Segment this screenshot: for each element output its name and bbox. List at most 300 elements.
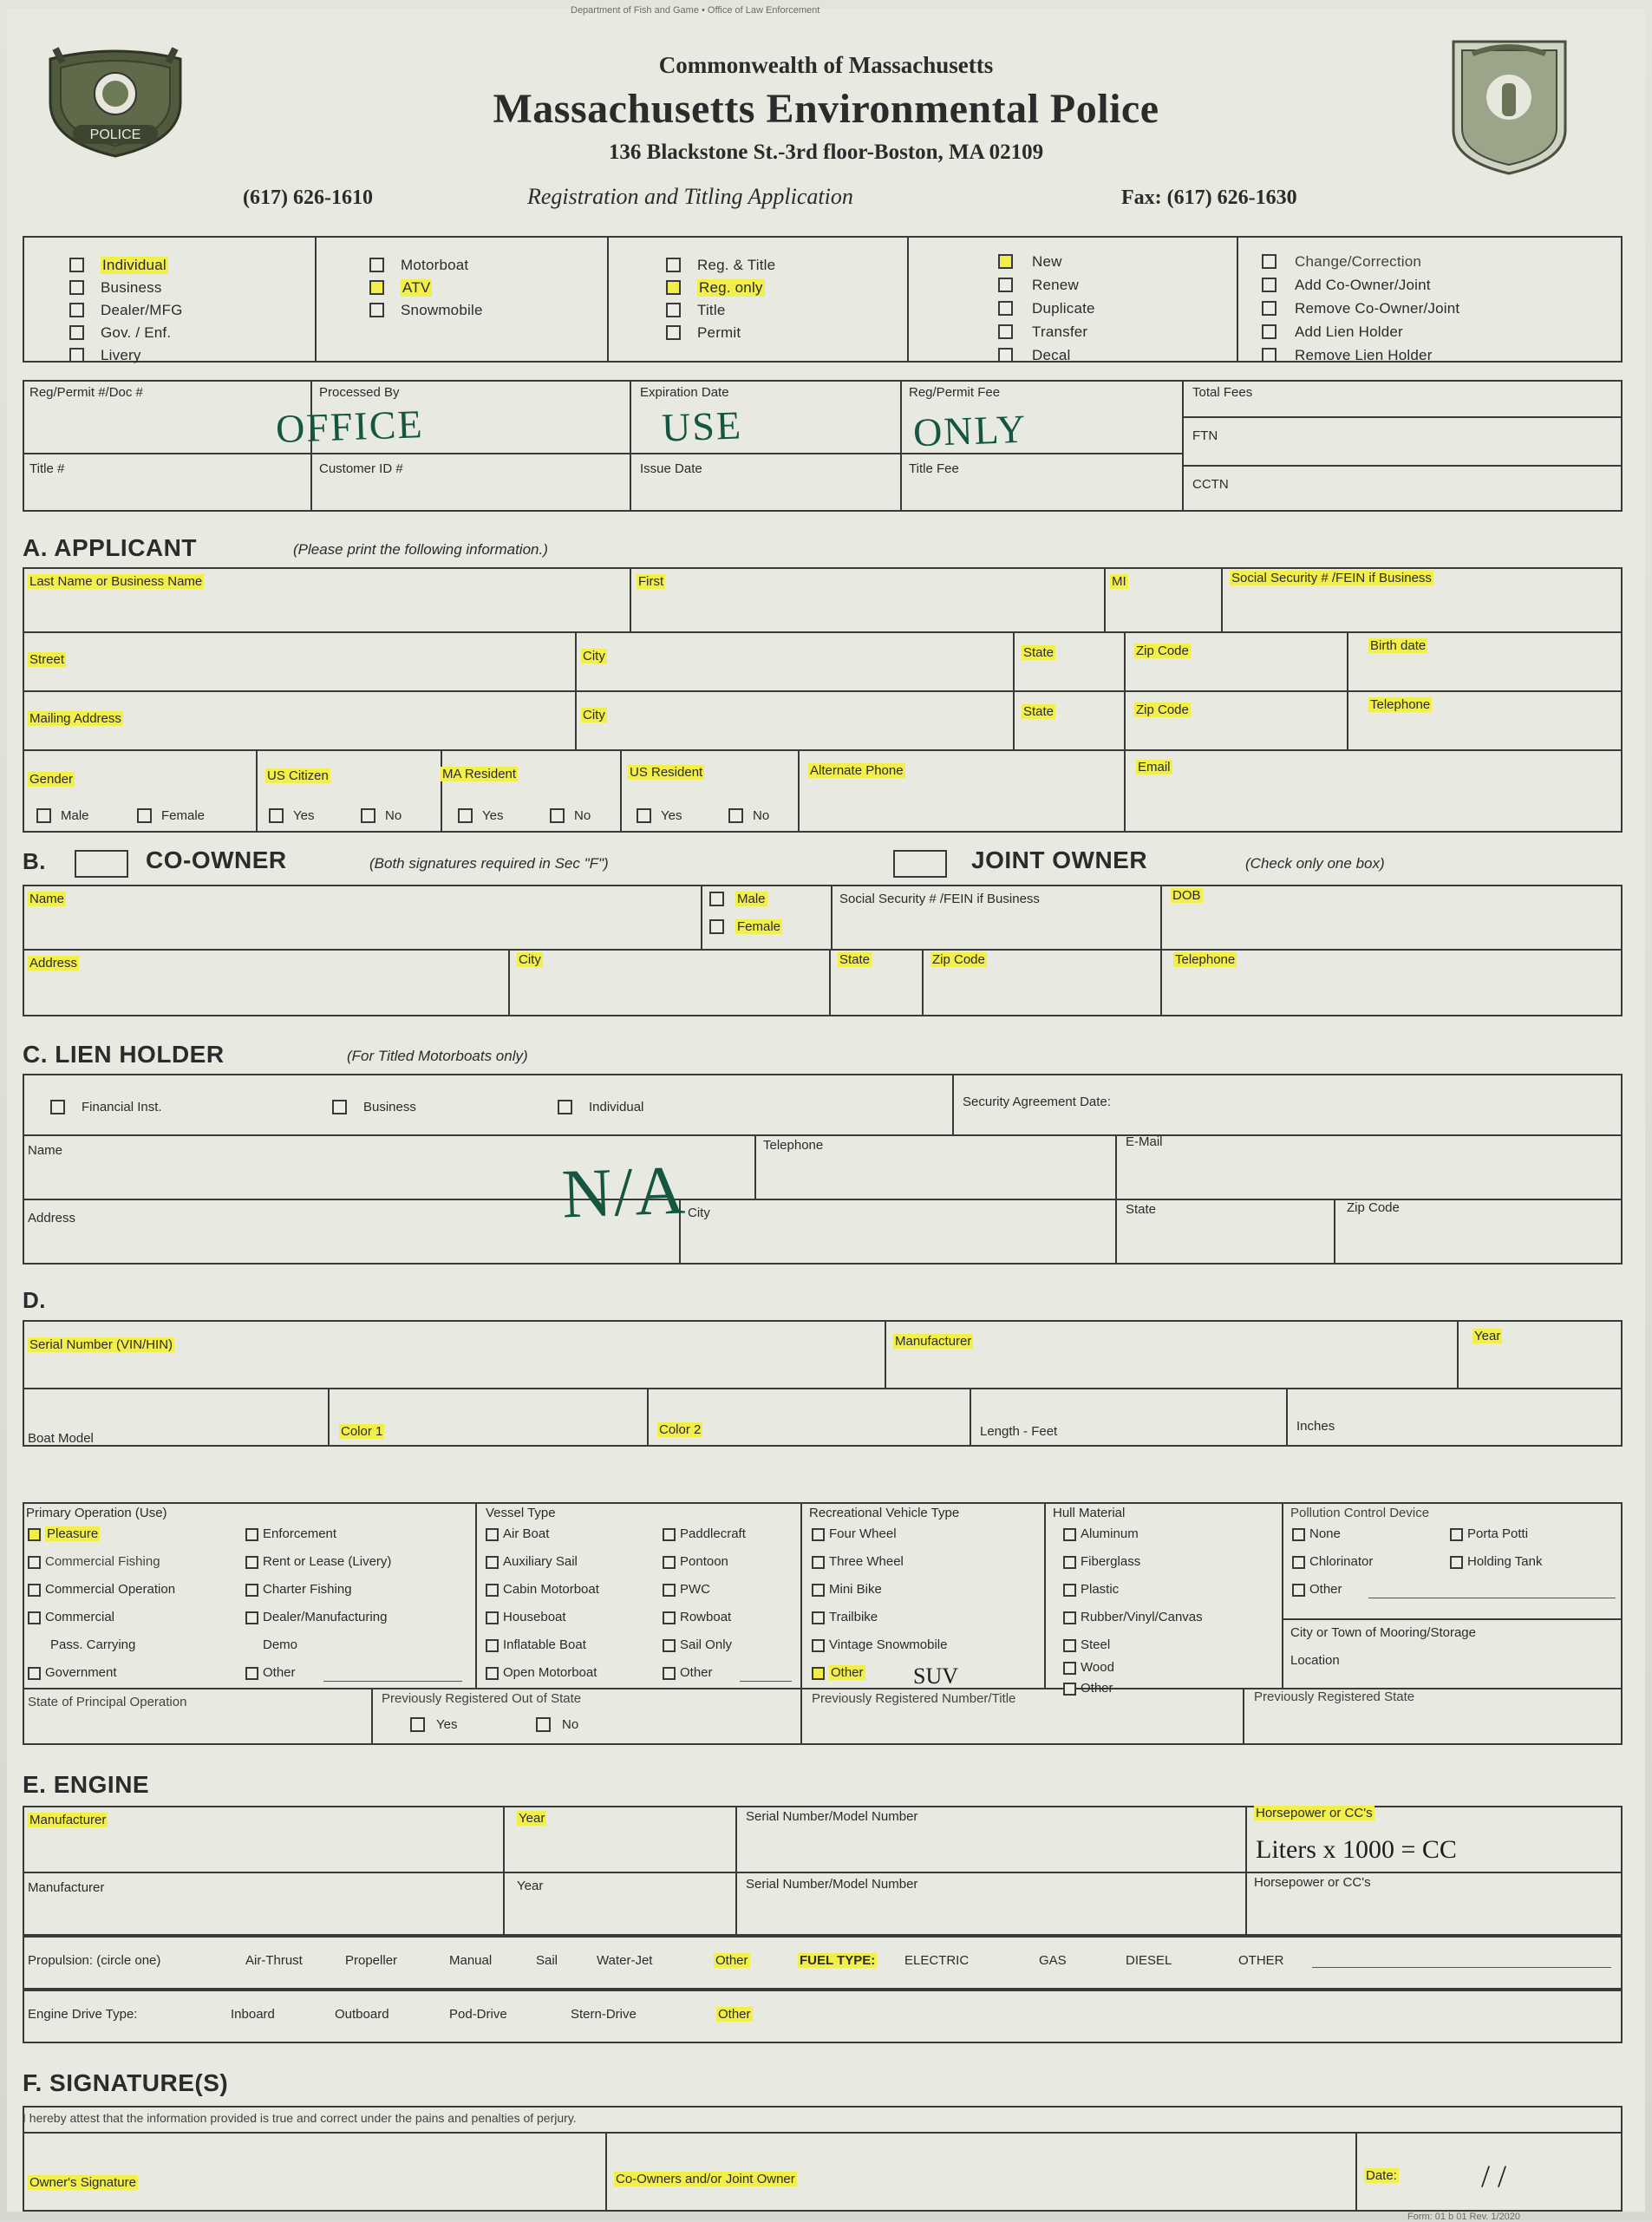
divider [23,631,1623,633]
divider [1355,2132,1357,2212]
divider [1347,631,1348,749]
checkbox-pollution-other[interactable] [1292,1584,1305,1597]
label-prev-registered-out-of-state: Previously Registered Out of State [382,1691,582,1706]
divider [371,1688,373,1745]
label-us-resident-no: No [753,808,770,823]
checkbox-plastic[interactable] [1063,1584,1076,1597]
label-rubber-vinyl-canvas: Rubber/Vinyl/Canvas [1081,1610,1203,1624]
label-prev-registered-number: Previously Registered Number/Title [812,1691,1016,1706]
label-co-owner-city: City [519,952,541,967]
paper-sheet [7,5,1645,2222]
divider [1282,1618,1623,1620]
label-pontoon: Pontoon [680,1554,728,1569]
checkbox-air-boat[interactable] [486,1528,499,1541]
checkbox-pwc[interactable] [663,1584,676,1597]
label-pwc: PWC [680,1582,710,1597]
label-lien-individual: Individual [589,1100,644,1114]
label-us-citizen-no: No [385,808,402,823]
checkbox-pontoon[interactable] [663,1556,676,1569]
label-co-owner-zip: Zip Code [932,952,985,967]
checkbox-prev-reg-no[interactable] [536,1717,551,1732]
label-state-2: State [1023,704,1055,719]
divider [23,949,1623,951]
header-subtitle: Registration and Titling Application [527,184,853,209]
label-color-2: Color 2 [659,1422,702,1437]
label-co-owner-signature: Co-Owners and/or Joint Owner [616,2172,795,2186]
handwriting-rec-other-value: SUV [913,1663,959,1689]
label-lien-telephone: Telephone [763,1138,824,1153]
label-serial-number: Serial Number (VIN/HIN) [29,1337,173,1352]
checkbox-use-other[interactable] [245,1667,258,1680]
section-d-letter: D. [23,1287,46,1313]
label-ma-resident: MA Resident [442,767,517,781]
section-b-joint-note: (Check only one box) [1245,855,1385,872]
checkbox-transfer[interactable] [998,324,1013,339]
divider [508,949,510,1016]
divider [607,236,609,363]
checkbox-rec-other[interactable] [812,1667,825,1680]
option-propulsion-other[interactable]: Other [715,1953,748,1968]
divider [1243,1688,1244,1745]
section-d-vehicle-box [23,1320,1623,1447]
label-owner-signature: Owner's Signature [29,2175,136,2190]
label-pollution-none: None [1309,1526,1341,1541]
header-address: 136 Blackstone St.-3rd floor-Boston, MA 02109 [608,141,1044,164]
label-last-name: Last Name or Business Name [29,574,203,589]
divider [475,1502,477,1688]
label-trailbike: Trailbike [829,1610,878,1624]
label-livery: Livery [101,347,141,363]
divider [23,453,1182,454]
checkbox-porta-potti[interactable] [1450,1528,1463,1541]
option-pod-drive[interactable]: Pod-Drive [449,2007,507,2022]
label-lien-city: City [688,1206,710,1220]
label-state-principal-operation: State of Principal Operation [28,1695,187,1709]
label-hull-other: Other [1081,1681,1113,1696]
divider [23,1134,1623,1136]
label-duplicate: Duplicate [1032,300,1095,317]
checkbox-commercial-fishing[interactable] [28,1556,41,1569]
label-vessel-other: Other [680,1665,713,1680]
label-engine-year-1: Year [519,1811,545,1826]
label-total-fees: Total Fees [1192,385,1253,400]
checkbox-financial-inst[interactable] [50,1100,65,1114]
divider [620,749,622,833]
label-title-fee: Title Fee [909,461,959,476]
label-engine-hp-2: Horsepower or CC's [1254,1875,1371,1890]
divider [1245,1806,1247,1936]
label-d-year: Year [1474,1329,1501,1343]
vessel-other-line[interactable] [740,1681,792,1682]
option-manual[interactable]: Manual [449,1953,493,1968]
divider [885,1320,886,1388]
label-rowboat: Rowboat [680,1610,732,1624]
divider [922,949,924,1016]
label-porta-potti: Porta Potti [1467,1526,1529,1541]
label-gender: Gender [29,772,74,787]
use-other-line[interactable] [323,1681,462,1682]
label-primary-operation: Primary Operation (Use) [26,1506,167,1520]
label-lien-address: Address [28,1211,76,1225]
label-rec-other: Other [831,1665,864,1680]
option-inboard[interactable]: Inboard [231,2007,275,2022]
checkbox-prev-reg-yes[interactable] [410,1717,425,1732]
divider [441,749,442,833]
label-steel: Steel [1081,1637,1111,1652]
checkbox-sail-only[interactable] [663,1639,676,1652]
label-ma-resident-yes: Yes [482,808,504,823]
checkbox-add-lien-holder[interactable] [1262,324,1277,339]
divider [503,1806,505,1936]
divider [23,2132,1623,2134]
checkbox-inflatable-boat[interactable] [486,1639,499,1652]
label-rec-vehicle-type: Recreational Vehicle Type [809,1506,960,1520]
divider [1286,1388,1288,1447]
handwriting-horsepower: Liters x 1000 = CC [1256,1835,1457,1864]
checkbox-remove-lien-holder[interactable] [1262,348,1277,363]
checkbox-commercial[interactable] [28,1611,41,1624]
label-add-co-owner: Add Co-Owner/Joint [1295,277,1431,293]
checkbox-title[interactable] [666,303,681,317]
label-rent-or-lease: Rent or Lease (Livery) [263,1554,392,1569]
checkbox-rent-or-lease[interactable] [245,1556,258,1569]
checkbox-co-owner-female[interactable] [709,919,724,934]
divider [630,567,631,631]
checkbox-duplicate[interactable] [998,301,1013,316]
section-a-note: (Please print the following information.) [293,541,548,558]
checkbox-reg-and-title[interactable] [666,258,681,272]
section-a-heading: A. APPLICANT [23,534,197,561]
divider [1182,380,1184,512]
checkbox-pleasure[interactable] [28,1528,41,1541]
checkbox-open-motorboat[interactable] [486,1667,499,1680]
label-holding-tank: Holding Tank [1467,1554,1543,1569]
option-stern-drive[interactable]: Stern-Drive [571,2007,637,2022]
top-faint-text: Department of Fish and Game • Office of Law Enforcement [571,5,820,16]
label-four-wheel: Four Wheel [829,1526,897,1541]
checkbox-joint-owner[interactable] [893,850,947,878]
checkbox-cabin-motorboat[interactable] [486,1584,499,1597]
checkbox-co-owner-male[interactable] [709,892,724,906]
label-cabin-motorboat: Cabin Motorboat [503,1582,599,1597]
divider [952,1074,954,1134]
checkbox-permit[interactable] [666,325,681,340]
label-lien-business: Business [363,1100,416,1114]
label-engine-drive-type: Engine Drive Type: [28,2007,138,2022]
checkbox-co-owner[interactable] [75,850,128,878]
label-reg-permit-fee: Reg/Permit Fee [909,385,1001,400]
checkbox-auxiliary-sail[interactable] [486,1556,499,1569]
checkbox-snowmobile[interactable] [369,303,384,317]
checkbox-us-citizen-yes[interactable] [269,808,284,823]
option-diesel[interactable]: DIESEL [1126,1953,1172,1968]
checkbox-add-co-owner[interactable] [1262,278,1277,292]
handwriting-use: USE [661,402,743,450]
label-lien-email: E-Mail [1126,1134,1163,1149]
checkbox-charter-fishing[interactable] [245,1584,258,1597]
label-co-owner-state: State [839,952,871,967]
checkbox-trailbike[interactable] [812,1611,825,1624]
checkbox-lien-business[interactable] [332,1100,347,1114]
divider [701,885,702,949]
label-air-boat: Air Boat [503,1526,550,1541]
svg-text:POLICE: POLICE [89,127,141,142]
label-title-number: Title # [29,461,65,476]
checkbox-individual[interactable] [69,258,84,272]
label-female: Female [161,808,206,823]
label-city: City [583,649,605,663]
label-engine-year-2: Year [517,1879,544,1893]
label-lien-zip: Zip Code [1347,1200,1400,1215]
label-commercial: Commercial [45,1610,115,1624]
divider [1124,631,1126,749]
label-business: Business [101,279,162,296]
label-reg-permit-doc: Reg/Permit #/Doc # [29,385,143,400]
section-b-co-owner: CO-OWNER [146,846,287,873]
label-engine-manufacturer-1: Manufacturer [29,1813,107,1827]
label-prev-reg-yes: Yes [436,1717,458,1732]
label-co-owner-telephone: Telephone [1175,952,1236,967]
label-enforcement: Enforcement [263,1526,337,1541]
label-boat-model: Boat Model [28,1431,94,1446]
option-sail[interactable]: Sail [536,1953,558,1968]
label-mi: MI [1112,574,1126,589]
label-open-motorboat: Open Motorboat [503,1665,597,1680]
label-dealer-manufacturing: Dealer/Manufacturing [263,1610,388,1624]
option-gas[interactable]: GAS [1039,1953,1067,1968]
checkbox-rubber-vinyl-canvas[interactable] [1063,1611,1076,1624]
header-commonwealth: Commonwealth of Massachusetts [658,52,994,78]
label-engine-serial-2: Serial Number/Model Number [746,1877,918,1892]
checkbox-gov-enf[interactable] [69,325,84,340]
checkbox-mini-bike[interactable] [812,1584,825,1597]
checkbox-lien-individual[interactable] [558,1100,572,1114]
option-fuel-other[interactable]: OTHER [1238,1953,1284,1968]
label-charter-fishing: Charter Fishing [263,1582,352,1597]
label-chlorinator: Chlorinator [1309,1554,1374,1569]
handwriting-na: N/A [560,1152,689,1233]
label-paddlecraft: Paddlecraft [680,1526,746,1541]
label-prev-reg-no: No [562,1717,579,1732]
label-title: Title [697,302,726,318]
divider [1457,1320,1459,1388]
label-reg-only: Reg. only [699,279,763,296]
checkbox-chlorinator[interactable] [1292,1556,1305,1569]
checkbox-ma-resident-no[interactable] [550,808,565,823]
divider [23,749,1623,751]
checkbox-aluminum[interactable] [1063,1528,1076,1541]
label-add-lien-holder: Add Lien Holder [1295,323,1403,340]
label-remove-lien-holder: Remove Lien Holder [1295,347,1433,363]
checkbox-fiberglass[interactable] [1063,1556,1076,1569]
checkbox-business[interactable] [69,280,84,295]
label-security-agreement-date: Security Agreement Date: [963,1095,1111,1109]
label-mooring: City or Town of Mooring/Storage [1290,1625,1476,1640]
divider [1044,1502,1046,1688]
checkbox-motorboat[interactable] [369,258,384,272]
section-f-attestation: I hereby attest that the information provided is true and correct under the pains and penalties of perjury. [23,2111,577,2125]
label-us-citizen: US Citizen [267,768,329,783]
label-hull-material: Hull Material [1053,1506,1126,1520]
checkbox-commercial-operation[interactable] [28,1584,41,1597]
divider [1124,749,1126,833]
divider [900,380,902,512]
divider [23,1872,1623,1873]
label-engine-serial-1: Serial Number/Model Number [746,1809,918,1824]
section-f-heading: F. SIGNATURE(S) [23,2069,229,2096]
label-mini-bike: Mini Bike [829,1582,882,1597]
label-transfer: Transfer [1032,323,1088,340]
label-ftn: FTN [1192,428,1218,443]
label-pleasure: Pleasure [47,1526,99,1541]
divider [328,1388,330,1447]
section-b-box [23,885,1623,1016]
checkbox-steel[interactable] [1063,1639,1076,1652]
handwriting-office: OFFICE [275,402,425,451]
label-commercial-fishing: Commercial Fishing [45,1554,160,1569]
checkbox-houseboat[interactable] [486,1611,499,1624]
label-engine-manufacturer-2: Manufacturer [28,1880,105,1895]
label-date: Date: [1366,2168,1397,2183]
checkbox-vessel-other[interactable] [663,1667,676,1680]
label-first-name: First [638,574,664,589]
section-c-box [23,1074,1623,1265]
label-us-citizen-yes: Yes [293,808,315,823]
checkbox-holding-tank[interactable] [1450,1556,1463,1569]
checkbox-livery[interactable] [69,348,84,363]
divider [798,749,800,833]
checkbox-enforcement[interactable] [245,1528,258,1541]
section-f-box [23,2106,1623,2212]
checkbox-hull-other[interactable] [1063,1683,1076,1696]
header-phone: (617) 626-1610 [243,186,373,209]
option-water-jet[interactable]: Water-Jet [597,1953,653,1968]
divider [315,236,317,363]
section-c-heading: C. LIEN HOLDER [23,1041,225,1068]
handwriting-only: ONLY [912,406,1028,455]
label-zip-2: Zip Code [1136,703,1189,717]
checkbox-renew[interactable] [998,278,1013,292]
section-e-box [23,1806,1623,1936]
label-fiberglass: Fiberglass [1081,1554,1141,1569]
label-sail-only: Sail Only [680,1637,733,1652]
label-co-owner-dob: DOB [1172,888,1201,903]
checkbox-us-citizen-no[interactable] [361,808,375,823]
label-permit: Permit [697,324,741,341]
divider [800,1502,802,1688]
option-drive-other[interactable]: Other [718,2007,751,2022]
section-b-joint-owner: JOINT OWNER [971,846,1148,873]
label-telephone: Telephone [1370,697,1431,712]
checkbox-female[interactable] [137,808,152,823]
section-e-heading: E. ENGINE [23,1771,150,1798]
label-inflatable-boat: Inflatable Boat [503,1637,586,1652]
header-fax: Fax: (617) 626-1630 [1121,186,1297,209]
label-pass-carrying: Pass. Carrying [50,1637,136,1652]
divider [800,1688,802,1745]
checkbox-us-resident-no[interactable] [728,808,743,823]
label-decal: Decal [1032,347,1071,363]
label-engine-hp-1: Horsepower or CC's [1256,1806,1373,1820]
checkbox-change-correction[interactable] [1262,254,1277,269]
divider [1160,949,1162,1016]
checkbox-new[interactable] [998,254,1013,269]
divider [630,380,631,512]
checkbox-decal[interactable] [998,348,1013,363]
label-change-correction: Change/Correction [1295,253,1422,270]
label-length-feet: Length - Feet [980,1424,1058,1439]
label-d-manufacturer: Manufacturer [895,1334,972,1349]
checkbox-four-wheel[interactable] [812,1528,825,1541]
checkbox-paddlecraft[interactable] [663,1528,676,1541]
divider [575,631,577,749]
option-propeller[interactable]: Propeller [345,1953,398,1968]
divider [754,1134,756,1199]
divider [1115,1134,1117,1265]
checkbox-atv[interactable] [369,280,384,295]
label-aluminum: Aluminum [1081,1526,1139,1541]
checkbox-vintage-snowmobile[interactable] [812,1639,825,1652]
label-propulsion: Propulsion: (circle one) [28,1953,161,1968]
fuel-other-line[interactable] [1312,1967,1611,1968]
option-electric[interactable]: ELECTRIC [904,1953,970,1968]
label-reg-and-title: Reg. & Title [697,257,776,273]
checkbox-government[interactable] [28,1667,41,1680]
divider [907,236,909,363]
label-pollution-other: Other [1309,1582,1342,1597]
label-male: Male [61,808,89,823]
header-title: Massachusetts Environmental Police [493,86,1159,132]
label-new: New [1032,253,1062,270]
label-alternate-phone: Alternate Phone [810,763,904,778]
office-use-box [23,380,1623,512]
label-individual: Individual [102,257,167,273]
checkbox-us-resident-yes[interactable] [637,808,651,823]
checkbox-reg-only[interactable] [666,280,681,295]
label-email: Email [1138,760,1171,774]
checkbox-rowboat[interactable] [663,1611,676,1624]
option-air-thrust[interactable]: Air-Thrust [245,1953,303,1968]
label-vessel-type: Vessel Type [486,1506,556,1520]
divider [735,1806,737,1936]
divider [1282,1502,1283,1688]
divider [1237,236,1238,363]
checkbox-dealer-mfg[interactable] [69,303,84,317]
checkbox-pollution-none[interactable] [1292,1528,1305,1541]
checkbox-remove-co-owner[interactable] [1262,301,1277,316]
checkbox-wood[interactable] [1063,1662,1076,1675]
label-vintage-snowmobile: Vintage Snowmobile [829,1637,948,1652]
divider [1160,885,1162,949]
divider [831,885,833,949]
divider [256,749,258,833]
checkbox-male[interactable] [36,808,51,823]
option-outboard[interactable]: Outboard [335,2007,389,2022]
label-use-other: Other [263,1665,296,1680]
divider [1013,631,1015,749]
divider [647,1388,649,1447]
divider [1182,416,1623,418]
label-us-resident: US Resident [630,765,703,780]
label-expiration-date: Expiration Date [640,385,729,400]
label-ssn: Social Security # /FEIN if Business [1231,571,1432,585]
checkbox-dealer-manufacturing[interactable] [245,1611,258,1624]
checkbox-three-wheel[interactable] [812,1556,825,1569]
checkbox-ma-resident-yes[interactable] [458,808,473,823]
label-co-owner-ssn: Social Security # /FEIN if Business [839,892,1040,906]
label-city-2: City [583,708,605,722]
label-houseboat: Houseboat [503,1610,566,1624]
